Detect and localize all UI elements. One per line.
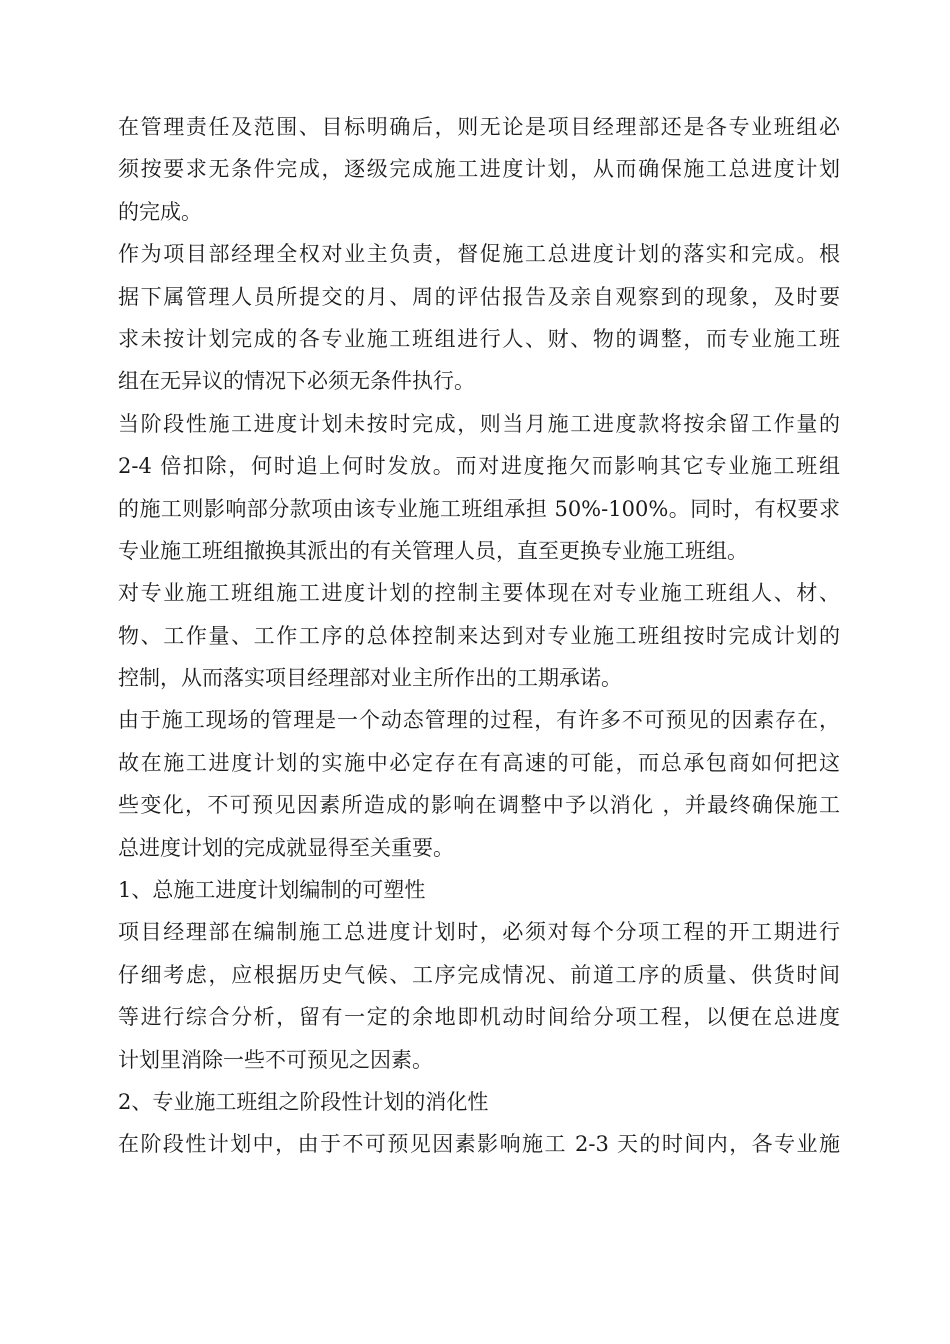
text-line: 求未按计划完成的各专业施工班组进行人、财、物的调整，而专业施工班 [118, 326, 840, 351]
text-line: 的完成。 [118, 199, 202, 224]
document-body [118, 106, 840, 1166]
text-line: 计划里消除一些不可预见之因素。 [118, 1047, 433, 1072]
text-line: 项目经理部在编制施工总进度计划时，必须对每个分项工程的开工期进行 [118, 920, 840, 945]
text-line: 由于施工现场的管理是一个动态管理的过程，有许多不可预见的因素存在， [118, 708, 840, 733]
text-line: 仔细考虑，应根据历史气候、工序完成情况、前道工序的质量、供货时间 [118, 962, 840, 987]
text-line: 些变化，不可预见因素所造成的影响在调整中予以消化 ，并最终确保施工 [118, 793, 840, 818]
text-line: 组在无异议的情况下必须无条件执行。 [118, 369, 475, 394]
text-line: 专业施工班组撤换其派出的有关管理人员，直至更换专业施工班组。 [118, 538, 748, 563]
text-line: 据下属管理人员所提交的月、周的评估报告及亲自观察到的现象，及时要 [118, 284, 840, 309]
section-heading: 1、总施工进度计划编制的可塑性 [118, 878, 426, 903]
text-line: 的施工则影响部分款项由该专业施工班组承担 50%-100%。同时，有权要求 [118, 496, 840, 521]
text-line: 在阶段性计划中，由于不可预见因素影响施工 2-3 天的时间内，各专业施 [118, 1132, 840, 1157]
text-line: 总进度计划的完成就显得至关重要。 [118, 835, 454, 860]
text-line: 2-4 倍扣除，何时追上何时发放。而对进度拖欠而影响其它专业施工班组 [118, 454, 840, 479]
text-line: 当阶段性施工进度计划未按时完成，则当月施工进度款将按余留工作量的 [118, 411, 840, 436]
text-line: 控制，从而落实项目经理部对业主所作出的工期承诺。 [118, 666, 622, 691]
text-line: 作为项目部经理全权对业主负责，督促施工总进度计划的落实和完成。根 [118, 242, 840, 267]
text-line: 须按要求无条件完成，逐级完成施工进度计划，从而确保施工总进度计划 [118, 157, 840, 182]
section-heading: 2、专业施工班组之阶段性计划的消化性 [118, 1089, 489, 1114]
text-line: 对专业施工班组施工进度计划的控制主要体现在对专业施工班组人、材、 [118, 581, 840, 606]
text-line: 故在施工进度计划的实施中必定存在有高速的可能，而总承包商如何把这 [118, 750, 840, 775]
text-line: 物、工作量、工作工序的总体控制来达到对专业施工班组按时完成计划的 [118, 623, 840, 648]
text-line: 等进行综合分析，留有一定的余地即机动时间给分项工程，以便在总进度 [118, 1005, 840, 1030]
text-line: 在管理责任及范围、目标明确后，则无论是项目经理部还是各专业班组必 [118, 115, 840, 139]
